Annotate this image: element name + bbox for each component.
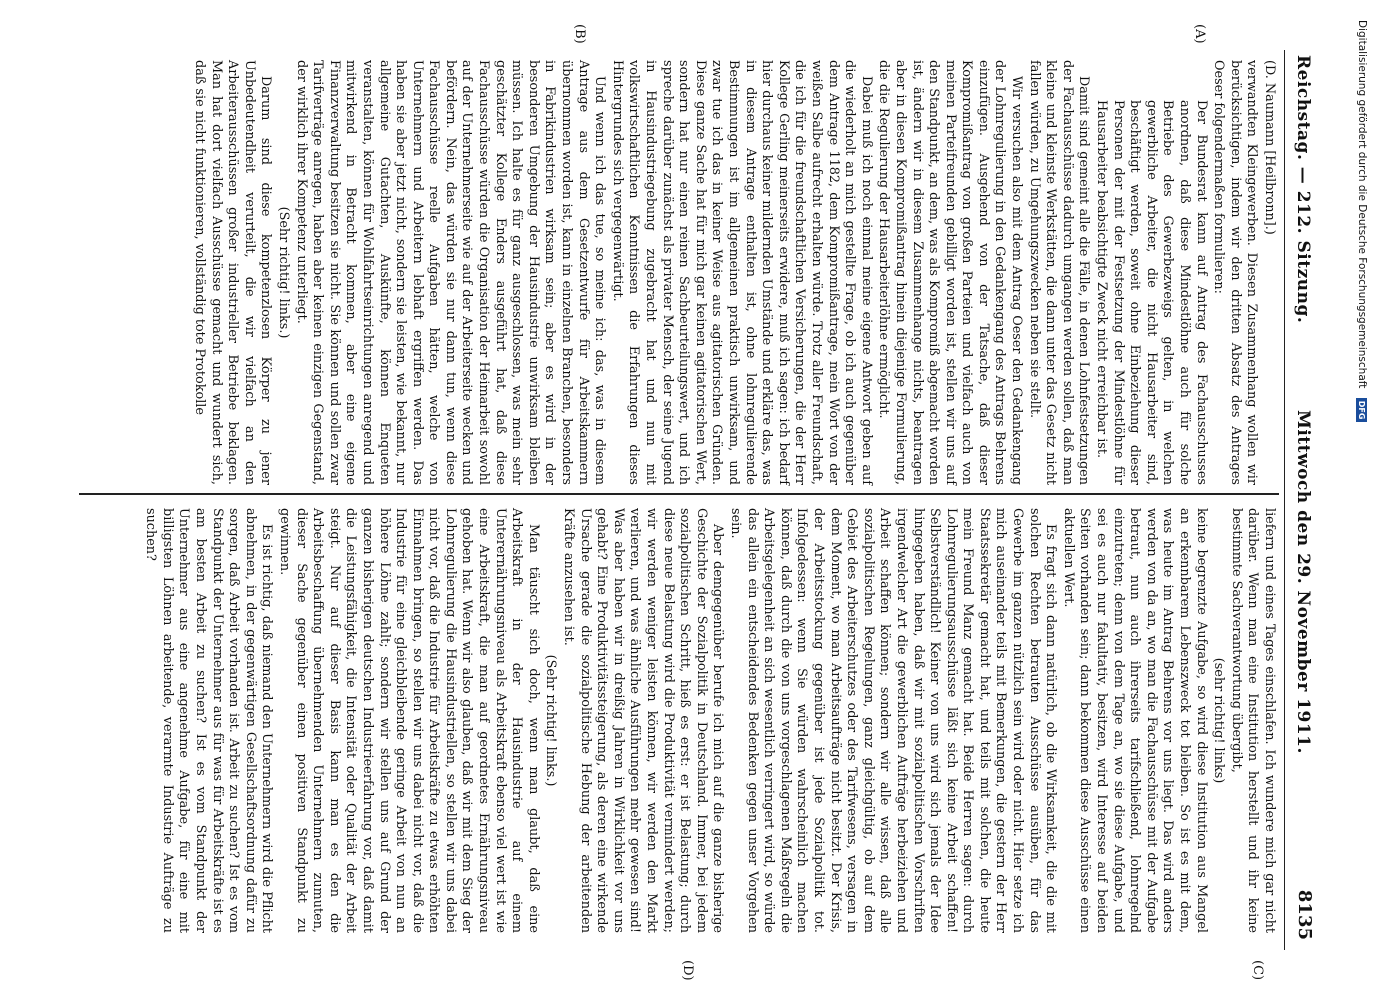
column-divider	[79, 493, 1279, 495]
margin-marker-a: (A)	[1192, 24, 1207, 44]
dfg-logo-icon: DFG	[1357, 398, 1368, 423]
interjection: (Sehr richtig! links.)	[275, 206, 291, 339]
interjection: (sehr richtig! links)	[1211, 657, 1227, 784]
digitization-credit	[1338, 20, 1378, 640]
paragraph: Man täuscht sich doch, wenn man glaubt, daß eine Arbeitskraft in der Hausindustrie auf einem Unterernährungsniveau als Arbeitskraft ebenso viel wert ist wie eine Arbeitskraft, die man auf geordnetes Ernährungsniveau gehoben hat. Wenn wir also glauben, daß wir mit dem Sieg der Lohnregulierung die Hausindustriellen, so stellen wir uns dabei nicht vor, daß die Industrie für Arbeitskräfte zu etwas erhöhten Einnahmen bringen, so stellen wir uns dabei nicht vor, daß die Industrie für eine gleichbleibende geringe Arbeit von nun an höhere Löhne zahlt; sondern wir stellen uns auf Grund der ganzen bisherigen deutschen Industrieerfahrung vor, daß damit die Leistungsfähigkeit, die Intensität oder Qualität der Arbeit steigt. Nur auf dieser Basis kann man es den die Arbeitsbeschaffung übernehmenden Unternehmern zumuten, dieser Sache gegenüber einen positiven Standpunkt zu gewinnen.	[276, 508, 541, 933]
paragraph: Es fragt sich dann natürlich, ob die Wirksamkeit, die die mit solchen Rechten betrauten Ausschüsse ausüben, für das Gewerbe im ganzen nützlich sein wird oder nicht. Hier setze ich mich auseinander teils mit Bemerkungen, die gestern der Herr Staatssekretär gemacht hat, und teils mit solchen, die heute mein Freund Manz gemacht hat. Beide Herren sagen: durch Lohnregulierungsausschüsse läßt sich keine Arbeit schaffen! Selbstverständlich! Keiner von uns wird sich jemals der Idee hingegeben haben, daß wir mit sozialpolitischen Vorschriften irgendwelcher Art die gewerblichen Aufträge herbeiziehen und Arbeit schaffen können; sondern wir alle wissen, daß alle sozialpolitischen Regelungen, ganz gleichgültig, ob auf dem Gebiet des Arbeiterschutzes oder des Tarifwesens, versagen in dem Moment, wo man Arbeitsaufträge nicht besitzt. Der Krisis, der Arbeitsstockung gegenüber ist jede Sozialpolitik tot. Infolgedessen: wenn Sie würden wahrscheinlich machen können, daß durch die von uns vorgeschlagenen Maßregeln die Arbeitsgelegenheit an sich wesentlich verringert wird, so würde das allein ein entscheidendes Bedenken gegen unser Vorgehen sein.	[728, 508, 1059, 933]
paragraph: keine begrenzte Aufgabe, so wird diese Institution aus Mangel an erkennbarem Lebenszweck tot bleiben. So ist es mit dem, was heute im Antrag Behrens vor uns liegt. Das wird anders werden von da an, wo man die Fachausschüsse mit der Aufgabe betraut, nun auch ihrerseits tarifschließend, lohnregelnd einzutreten; denn von dem Tage an, wo sie diese Aufgabe, und sei es auch nur fakultativ, besitzen, wird Interesse auf beiden Seiten vorhanden sein; dann bekommen diese Ausschüsse einen aktuellen Wert.	[1060, 508, 1209, 933]
paragraph: Und wenn ich das tue, so meine ich: das, was in diesem Antrage aus dem Gesetzentwurfe für Arbeitskammern übernommen worden ist, kann in einzelnen Branchen, besonders in Fabrikindustrien wirksam sein; aber es wird in der besonderen Umgebung der Hausindustrie unwirksam bleiben müssen. Ich halte es für ganz ausgeschlossen, was mein sehr geschätzter Kollege Enders ausgeführt hat, daß diese Fachausschüsse würden die Organisation der Heimarbeit sowohl auf der Unternehmerseite wie auf der Arbeiterseite wecken und befördern. Nein, das würden sie nur dann tun, wenn diese Fachausschüsse reelle Aufgaben hätten, welche von Unternehmern und Arbeitern lebhaft ergriffen werden. Das haben sie aber jetzt nicht, sondern sie leisten, wie bekannt, nur allgemeine Gutachten, Auskünfte, können Enqueten veranstalten, können für Wohlfahrtseinrichtungen anregend und mitwirkend in Betracht kommen, aber eine eigene Finanzverwaltung besitzen sie nicht. Sie können und sollen zwar Tarifverträge anregen, haben aber keinen einzigen Gegenstand, der wirklich ihrer Kompetenz unterliegt.	[293, 60, 608, 485]
interjection: (Sehr richtig! links.)	[543, 654, 559, 787]
credit-text: Digitalisierung gefördert durch die Deutsche Forschungsgemeinschaft	[1356, 20, 1368, 389]
margin-marker-d: (D)	[680, 960, 695, 981]
paragraph: Dabei muß ich noch einmal meine eigene Antwort geben auf die wiederholt an mich gestellte Frage, ob ich auch gegenüber dem Antrage 1182, dem Kompromißantrage, mein Wort von der weißen Salbe aufrecht erhalten würde. Trotz aller Freundschaft, die ich für die freundschaftlichen Versicherungen, die der Herr Kollege Gerling meinerseits erwidere, muß ich sagen: ich bedarf hier durchaus keiner mildernden Umstände und erkläre das, was in diesem Antrage enthalten ist, ohne lohnregulierende Bestimmungen ist im allgemeinen praktisch unwirksam, und zwar tue ich das in keiner Weise aus agitatorischen Gründen. Diese ganze Sache hat für mich gar keinen agitatorischen Wert, sondern hat nur einen reinen Sachbeurteilungswert, und ich spreche darüber zunächst als privater Mensch, der seine Jugend in Hausindustriegebung zugebracht hat und nun mit volkswirtschaftlichen Kenntnissen die Erfahrungen dieses Hintergrundes sich vergegenwärtigt.	[609, 60, 874, 485]
right-column	[77, 508, 1277, 933]
paragraph: liefern und eines Tages einschlafen. Ich wundere mich gar nicht darüber. Wenn man eine Institution herstellt und ihr keine bestimmte Sachverantwortung übergibt,	[1228, 508, 1277, 933]
margin-marker-b: (B)	[572, 24, 587, 44]
speaker-line: (D. Naumann [Heilbronn].)	[1262, 60, 1277, 235]
paragraph: verwandten Kleingewerben. Diesen Zusammenhang wollen wir berücksichtigen, indem wir den dritten Absatz des Antrages Oeser folgendermaßen formulieren:	[1211, 60, 1260, 485]
page-number: 8135	[1294, 889, 1315, 940]
quoted-proposal: Der Bundesrat kann auf Antrag des Fachausschusses anordnen, daß diese Mindestlöhne auch für solche Betriebe des Gewerbezweigs gelten, in welchen gewerbliche Arbeiter, die nicht Hausarbeiter sind, beschäftigt werden, soweit ohne Einbeziehung dieser Personen der mit der Festsetzung der Mindestlöhne für Hausarbeiter beabsichtigte Zweck nicht erreichbar ist.	[1094, 100, 1209, 485]
left-column	[77, 24, 1277, 485]
paragraph: Darum sind diese kompetenzlosen Körper zu jener Unbedeutendheit verurteilt, die wir vielfach an den Arbeiterausschüssen großer industrieller Betriebe beklagen. Man hat dort vielfach Ausschüsse gemacht und wundert sich, daß sie nicht funktionieren, vollständig tote Protokolle	[192, 60, 274, 485]
margin-marker-c: (C)	[1250, 960, 1265, 981]
header-left: Reichstag. — 212. Sitzung.	[1293, 55, 1313, 324]
page-header	[1284, 50, 1325, 950]
paragraph: Damit sind gemeint alle die Fälle, in denen Lohnfestsetzungen der Fachausschüsse dadurch umgangen werden sollen, daß man kleine und kleinste Werkstätten, die dann unter das Gesetz nicht fallen würden, zu Umgehungszwecken neben sie stellt.	[1026, 60, 1092, 485]
paragraph: Aber demgegenüber berufe ich mich auf die ganze bisherige Geschichte der Sozialpolitik in Deutschland. Immer, bei jedem sozialpolitischen Schritt, hieß es erst: er ist Belastung; durch diese neue Belastung wird die Produktivität vermindert werden; wir werden weniger leisten können, wir werden den Markt verlieren, und was ähnliche Ausführungen mehr gewesen sind! Was aber haben wir in dreißig Jahren in Wirklichkeit vor uns gehabt? Eine Produktivitätssteigerung, als deren eine wirkende Ursache gerade die sozialpolitische Hebung der arbeitenden Kräfte anzusehen ist.	[561, 508, 726, 933]
header-date: Mittwoch den 29. November 1911.	[1293, 410, 1313, 754]
paragraph: Wir versuchen also mit dem Antrag Oeser den Gedankengang der Lohnregulierung in den Gedankengang des Antrags Behrens einzufügen. Ausgehend von der Tatsache, daß dieser Kompromißantrag von großen Parteien und vielfach auch von meinen Parteifreunden gebilligt worden ist, stellen wir uns auf den Standpunkt, an dem, was als Kompromiß abgemacht worden ist, ändern wir in diesem Zusammenhange nichts, beantragen aber in diesen Kompromißantrag hinein diejenige Formulierung, die die Regulierung der Hausarbeiterlöhne ermöglicht.	[876, 60, 1025, 485]
paragraph: Es ist richtig, daß niemand den Unternehmern wird die Pflicht abnehmen, in der gegenwärtigen Gesellschaftsordnung dafür zu sorgen, daß Arbeit vorhanden ist. Arbeit zu suchen? Ist es vom Standpunkt der Unternehmer aus für was für Arbeitskräfte ist es am besten Arbeit zu suchen? Ist es vom Standpunkt der Unternehmer aus eine angenehme Aufgabe, für eine mit billigsten Löhnen arbeitende, verarmte Industrie Aufträge zu suchen?	[143, 508, 275, 933]
rotated-document-page	[65, 24, 1325, 981]
